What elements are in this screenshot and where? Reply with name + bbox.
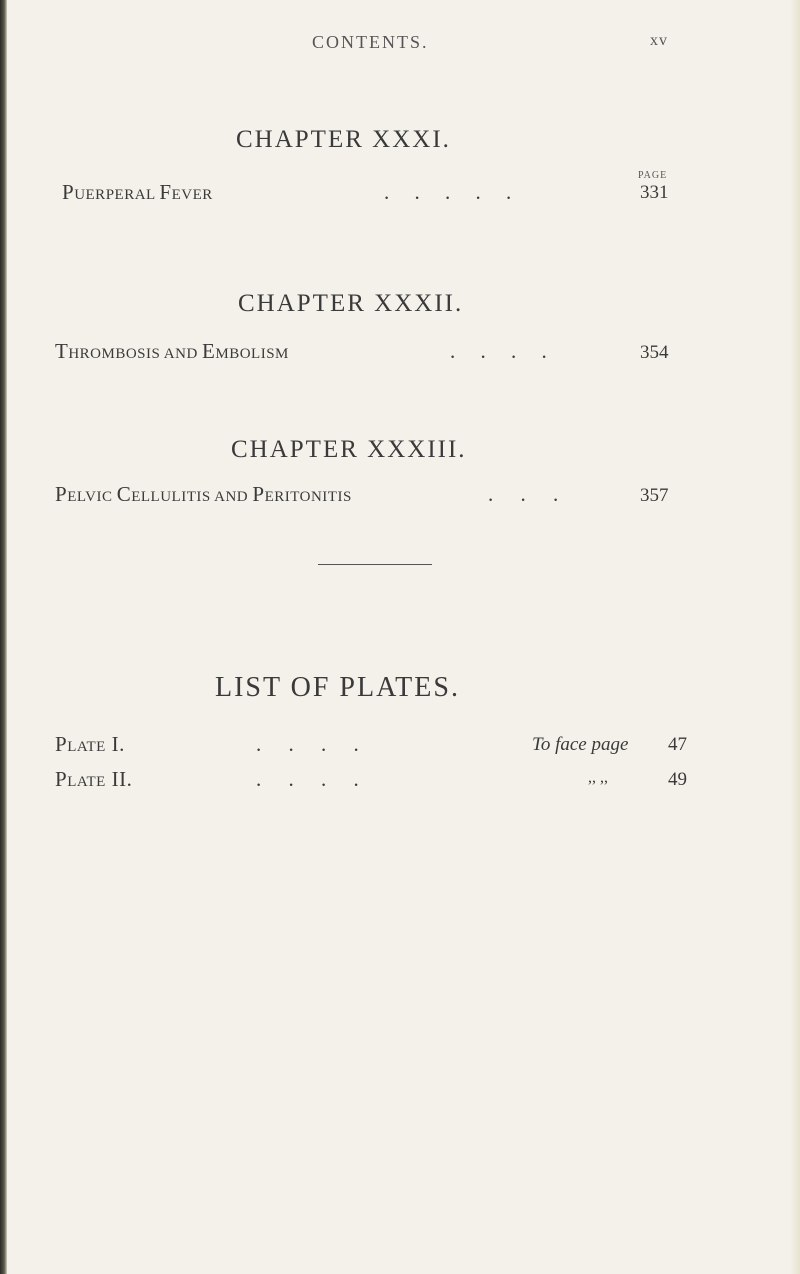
page-left-edge bbox=[0, 0, 7, 1274]
plate-2-ditto-marks: ,, ,, bbox=[588, 769, 608, 786]
chapter-33-heading: CHAPTER XXXIII. bbox=[231, 436, 467, 463]
plate-1-reference: To face page bbox=[532, 734, 629, 755]
plate-2-leaders: . . . . bbox=[256, 767, 359, 791]
chapter-32-title: THROMBOSIS AND EMBOLISM bbox=[55, 339, 289, 363]
plate-2-label: PLATE II. bbox=[55, 767, 133, 791]
page-column-label: PAGE bbox=[638, 170, 668, 181]
chapter-33-title: PELVIC CELLULITIS AND PERITONITIS bbox=[55, 482, 352, 506]
running-head: CONTENTS. bbox=[312, 32, 429, 52]
chapter-32-leaders: . . . . bbox=[450, 339, 547, 363]
page-right-edge bbox=[790, 0, 800, 1274]
chapter-32-heading: CHAPTER XXXII. bbox=[238, 290, 464, 317]
list-of-plates-heading: LIST OF PLATES. bbox=[215, 672, 460, 703]
chapter-31-leaders: . . . . . bbox=[384, 180, 512, 204]
plate-1-page: 47 bbox=[668, 734, 687, 755]
chapter-32-page: 354 bbox=[640, 342, 669, 363]
plate-2-page: 49 bbox=[668, 769, 687, 790]
chapter-31-page: 331 bbox=[640, 182, 669, 203]
chapter-33-page: 357 bbox=[640, 485, 669, 506]
chapter-31-heading: CHAPTER XXXI. bbox=[236, 126, 451, 153]
page-folio: xv bbox=[650, 32, 668, 49]
section-divider-rule bbox=[318, 564, 432, 565]
plate-1-leaders: . . . . bbox=[256, 732, 359, 756]
chapter-33-leaders: . . . bbox=[488, 482, 559, 506]
plate-1-label: PLATE I. bbox=[55, 732, 125, 756]
chapter-31-title: PUERPERAL FEVER bbox=[62, 180, 213, 204]
